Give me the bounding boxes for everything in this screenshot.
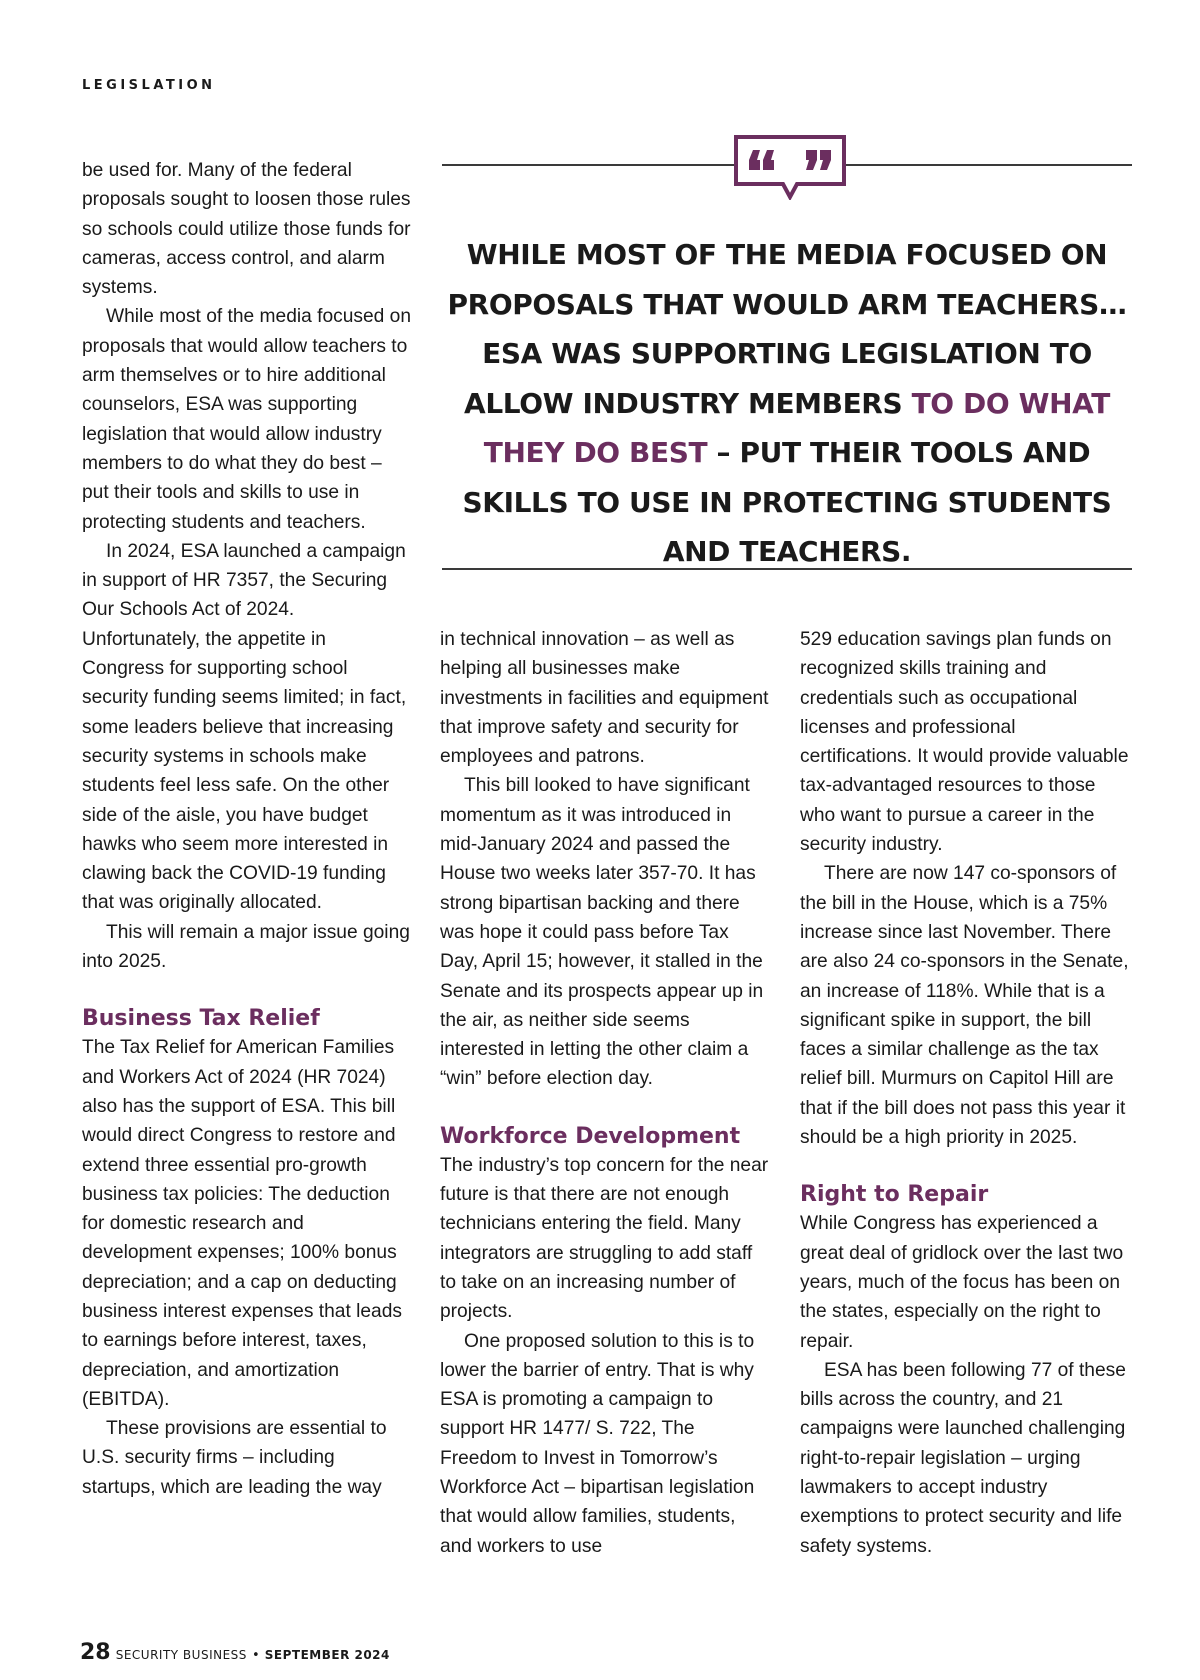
pull-quote — [442, 130, 1132, 570]
paragraph: While most of the media focused on proposals that would allow teachers to arm themselves or to hire additional counselors, ESA was supporting legislation that would allow industry members to do what they do best – put their tools and skills to use in protecting students and teachers. — [82, 306, 412, 533]
paragraph: While Congress has experienced a great deal of gridlock over the last two years, much of the focus has been on the states, especially on the right to repair. — [800, 1213, 1124, 1352]
pull-quote-top-rule-left — [442, 164, 735, 166]
article-column-3 — [800, 625, 1130, 1561]
page-number: 28 — [80, 1640, 111, 1665]
paragraph: These provisions are essential to U.S. security firms – including startups, which are leading the way — [82, 1418, 387, 1498]
paragraph: In 2024, ESA launched a campaign in support of HR 7357, the Securing Our Schools Act of 2024. Unfortunately, the appetite in Congress for supporting school security funding seems limited; in fact, some leaders believe that increasing security systems in schools make students feel less safe. On the other side of the aisle, you have budget hawks who seem more interested in clawing back the COVID-19 funding that was originally allocated. — [82, 540, 407, 914]
pull-quote-text — [442, 230, 1132, 577]
paragraph: ESA has been following 77 of these bills across the country, and 21 campaigns were launched challenging right-to-repair legislation – urging lawmakers to accept industry exemptions to protect security and life safety systems. — [800, 1359, 1126, 1557]
footer-separator: • — [252, 1648, 260, 1663]
magazine-name: SECURITY BUSINESS — [115, 1648, 247, 1662]
quote-bubble-icon — [733, 134, 847, 200]
paragraph: in technical innovation – as well as helping all businesses make investments in facilities and equipment that improve safety and security for employees and patrons. — [440, 629, 769, 768]
pull-quote-text-main: WHILE MOST OF THE MEDIA FOCUSED ON PROPOSALS THAT WOULD ARM TEACHERS… ESA WAS SUPPORTING LEGISLATION TO ALLOW INDUSTRY MEMBERS — [447, 238, 1127, 420]
pull-quote-bottom-rule — [442, 568, 1132, 570]
paragraph: This will remain a major issue going into 2025. — [82, 921, 410, 973]
article-column-2 — [440, 625, 770, 1561]
pull-quote-text-accent: TO DO WHAT THEY DO BEST — [483, 386, 1110, 469]
article-column-1 — [82, 156, 412, 1502]
subheading-workforce-development: Workforce Development — [440, 1123, 741, 1149]
subheading-right-to-repair: Right to Repair — [800, 1182, 989, 1208]
paragraph: The industry’s top concern for the near future is that there are not enough technicians entering the field. Many integrators are struggling to add staff to take on an increasing number of projects. — [440, 1154, 769, 1323]
paragraph: One proposed solution to this is to lower the barrier of entry. That is why ESA is promoting a campaign to support HR 1477/ S. 722, The Freedom to Invest in Tomorrow’s Workforce Act – bipartisan legislation that would allow families, students, and workers to use — [440, 1330, 755, 1557]
paragraph: 529 education savings plan funds on recognized skills training and credentials such as occupational licenses and professional certifications. It would provide valuable tax-advantaged resources to those who want to pursue a career in the security industry. — [800, 629, 1129, 856]
paragraph: This bill looked to have significant momentum as it was introduced in mid-January 2024 and passed the House two weeks later 357-70. It has strong bipartisan backing and there was hope it could pass before Tax Day, April 15; however, it stalled in the Senate and its prospects appear up in the air, as neither side seems interested in letting the other claim a “win” before election day. — [440, 775, 764, 1090]
subheading-business-tax-relief: Business Tax Relief — [82, 1006, 320, 1032]
pull-quote-text-end: – PUT THEIR TOOLS AND SKILLS TO USE IN PROTECTING STUDENTS AND TEACHERS. — [462, 436, 1112, 568]
paragraph: be used for. Many of the federal proposals sought to loosen those rules so schools could utilize those funds for cameras, access control, and alarm systems. — [82, 160, 411, 299]
paragraph: The Tax Relief for American Families and Workers Act of 2024 (HR 7024) also has the support of ESA. This bill would direct Congress to restore and extend three essential pro-growth business tax policies: The deduction for domestic research and development expenses; 100% bonus depreciation; and a cap on deducting business interest expenses that leads to earnings before interest, taxes, depreciation, and amortization (EBITDA). — [82, 1037, 402, 1410]
page-footer — [80, 1640, 390, 1665]
paragraph: There are now 147 co-sponsors of the bill in the House, which is a 75% increase since last November. There are also 24 co-sponsors in the Senate, an increase of 118%. While that is a significant spike in support, the bill faces a similar challenge as the tax relief bill. Murmurs on Capitol Hill are that if the bill does not pass this year it should be a high priority in 2025. — [800, 863, 1129, 1149]
pull-quote-top-rule-right — [845, 164, 1132, 166]
section-label: LEGISLATION — [82, 78, 216, 93]
issue-date: SEPTEMBER 2024 — [264, 1648, 390, 1662]
